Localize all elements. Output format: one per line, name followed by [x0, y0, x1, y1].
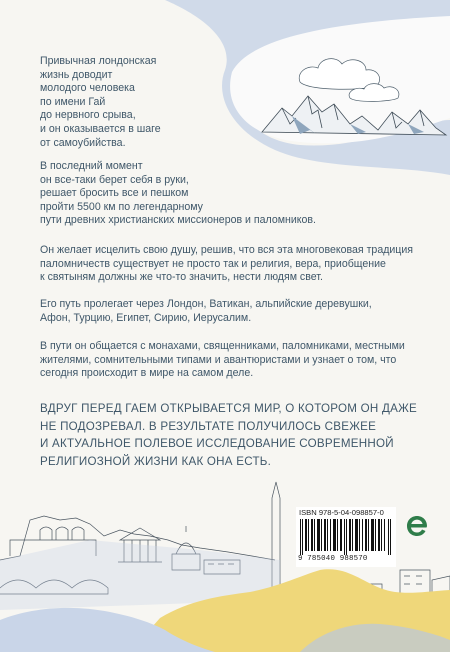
barcode-icon — [300, 519, 392, 555]
e-logo-icon — [404, 513, 430, 539]
text-line: В пути он общается с монахами, священниками, паломниками, местными — [40, 340, 405, 352]
paragraph-encounters — [40, 340, 405, 381]
text-line: по имени Гай — [40, 95, 106, 108]
caps-line: НЕ ПОДОЗРЕВАЛ. В РЕЗУЛЬТАТЕ ПОЛУЧИЛОСЬ СВЕЖЕЕ — [40, 419, 377, 433]
caps-line: РЕЛИГИОЗНОЙ ЖИЗНИ КАК ОНА ЕСТЬ. — [40, 454, 272, 468]
text-line: Привычная лондонская — [40, 55, 157, 67]
text-line: Он желает исцелить свою душу, решив, что вся эта многовековая традиция — [40, 244, 414, 256]
barcode-digits: 9 785040 988570 — [298, 555, 368, 563]
text-line: жизнь доводит — [40, 68, 113, 81]
paragraph-motivation — [40, 244, 413, 285]
paragraph-decision — [40, 160, 316, 228]
text-line: Его путь пролегает через Лондон, Ватикан, альпийские деревушки, — [40, 298, 372, 310]
text-line: к святыням должны же что-то значить, нести людям свет. — [40, 271, 323, 284]
text-line: пройти 5500 км по легендарному — [40, 200, 203, 213]
text-line: молодого человека — [40, 82, 135, 95]
text-line: жителями, сомнительными типами и авантюристами и узнает о том, что — [40, 353, 397, 366]
text-line: Афон, Турцию, Египет, Сирию, Иерусалим. — [40, 311, 252, 324]
paragraph-route — [40, 298, 372, 325]
paragraph-intro — [40, 55, 161, 150]
text-line: пути древних христианских миссионеров и паломников. — [40, 214, 317, 227]
summary-caps-block — [40, 400, 417, 470]
text-line: до нервного срыва, — [40, 109, 136, 122]
caps-line: ВДРУГ ПЕРЕД ГАЕМ ОТКРЫВАЕТСЯ МИР, О КОТОРОМ ОН ДАЖЕ — [40, 402, 418, 415]
isbn-label: ISBN 978-5-04-098857-0 — [299, 508, 384, 517]
text-line: от самоубийства. — [40, 136, 126, 149]
text-line: решает бросить все и пешком — [40, 187, 189, 200]
text-line: сегодня происходит в мире на самом деле. — [40, 367, 254, 380]
isbn-barcode-box — [296, 507, 396, 567]
text-line: В последний момент — [40, 160, 143, 172]
text-line: паломничеств существует не просто так и религия, вера, приобщение — [40, 257, 386, 270]
text-line: он все-таки берет себя в руки, — [40, 173, 189, 186]
text-line: и он оказывается в шаге — [40, 122, 161, 135]
caps-line: И АКТУАЛЬНОЕ ПОЛЕВОЕ ИССЛЕДОВАНИЕ СОВРЕМЕННОЙ — [40, 437, 394, 451]
